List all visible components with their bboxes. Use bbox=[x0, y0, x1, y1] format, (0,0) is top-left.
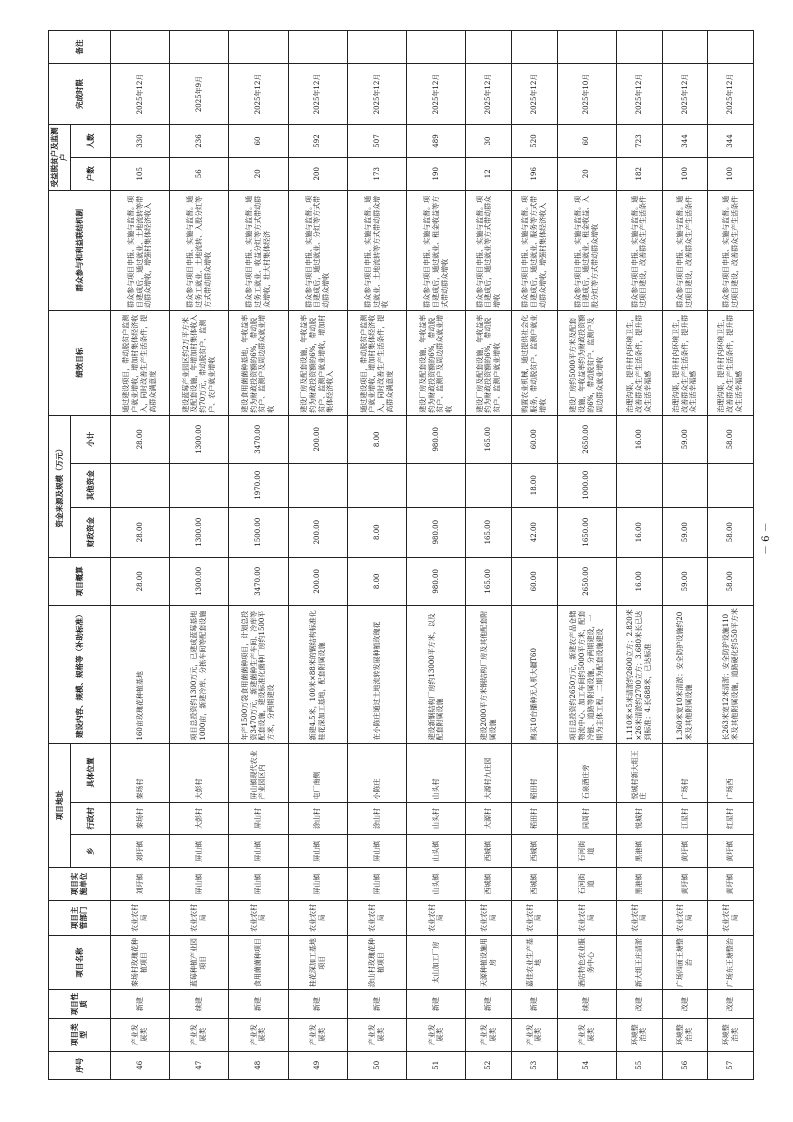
row-nature: 新建 bbox=[347, 990, 406, 1018]
header-town: 乡 bbox=[70, 835, 110, 868]
row-total: 165.00 bbox=[466, 557, 512, 605]
row-content: 1.110米×5米清淤约2600立方；2.820米×26米清淤约2700立方；3.680米长已达到标准；4.长688米，已达标准 bbox=[616, 605, 662, 743]
row-people: 60 bbox=[557, 125, 616, 158]
row-dept: 农业农村局 bbox=[347, 900, 406, 935]
header-funding: 资金来源及规模（万元） bbox=[49, 415, 71, 557]
row-unit: 西城镇 bbox=[466, 868, 512, 901]
row-seq: 51 bbox=[407, 1051, 466, 1079]
row-content: 项目总投资约1300万元，已建成蓝莓基地1000亩，新建冷库、分拣车间等配套设施 bbox=[170, 605, 229, 743]
row-fiscal: 16.00 bbox=[616, 507, 662, 557]
row-type: 环境整治类 bbox=[616, 1018, 662, 1051]
row-unit: 屏山镇 bbox=[288, 868, 347, 901]
row-name: 广场四面王塘整治 bbox=[662, 935, 708, 990]
row-total: 3470.00 bbox=[229, 557, 288, 605]
row-fiscal: 1300.00 bbox=[170, 507, 229, 557]
row-town: 黄圩镇 bbox=[662, 835, 708, 868]
row-town: 屏山镇 bbox=[229, 835, 288, 868]
row-goal: 建设蓝莓产业园区约2万平方米及配套设施，年增加村集体收入约70万元，带动脱贫户、监测户、农户就业增收 bbox=[170, 310, 229, 415]
row-seq: 56 bbox=[662, 1051, 708, 1079]
row-note bbox=[347, 31, 406, 64]
row-mechanism: 群众参与项目申报、实施与监督。通过务工就业、收益分红等方式带动群众增收，壮大村集体经济 bbox=[229, 190, 288, 310]
row-nature: 改建 bbox=[662, 990, 708, 1018]
row-goal: 通过建设项目，带动脱贫户监测户就业增收，增加村集体经济收入，同时改善生产生活条件，提高群众满意度 bbox=[347, 310, 406, 415]
row-people: 30 bbox=[466, 125, 512, 158]
row-village: 秦场村 bbox=[110, 802, 169, 835]
row-households: 100 bbox=[708, 157, 754, 190]
row-people: 520 bbox=[512, 125, 558, 158]
row-total: 8.00 bbox=[347, 557, 406, 605]
row-content: 购买10台播种无人机大疆T60 bbox=[512, 605, 558, 743]
row-fiscal: 59.00 bbox=[662, 507, 708, 557]
row-place: 屯厂南侧 bbox=[288, 743, 347, 802]
header-beneficiary: 受益脱贫户及监测户 bbox=[49, 125, 71, 191]
row-fiscal: 28.00 bbox=[110, 507, 169, 557]
row-nature: 新建 bbox=[229, 990, 288, 1018]
row-subtotal: 2650.00 bbox=[557, 415, 616, 463]
row-town: 石河街道 bbox=[557, 835, 616, 868]
row-other bbox=[662, 463, 708, 507]
project-table bbox=[48, 30, 754, 1080]
table-row bbox=[708, 31, 754, 1080]
row-dept: 农业农村局 bbox=[229, 900, 288, 935]
row-goal: 购置农业机械，通过提供社会化服务，带动脱贫户、监测户就业增收 bbox=[512, 310, 558, 415]
table-row bbox=[407, 31, 466, 1080]
row-deadline: 2025年12月 bbox=[662, 63, 708, 124]
row-content: 年产1500万袋食用菌菌种项目，计划总投资3470万元，新建菌种生产车间、冷库等配套设施，建设标准化菌种厂房约1500平方米，分两期建设 bbox=[229, 605, 288, 743]
row-town: 屏山镇 bbox=[347, 835, 406, 868]
row-people: 507 bbox=[347, 125, 406, 158]
row-mechanism: 群众参与项目申报、实施与监督。项目建成后，通过就业等方式带动群众增收 bbox=[466, 190, 512, 310]
row-unit: 刘圩镇 bbox=[110, 868, 169, 901]
row-total: 60.00 bbox=[512, 557, 558, 605]
header-village: 行政村 bbox=[70, 802, 110, 835]
table-row bbox=[110, 31, 169, 1080]
row-dept: 农业农村局 bbox=[170, 900, 229, 935]
table-row bbox=[288, 31, 347, 1080]
row-total: 28.00 bbox=[110, 557, 169, 605]
row-deadline: 2025年12月 bbox=[110, 63, 169, 124]
row-unit: 黑港镇 bbox=[616, 868, 662, 901]
row-content: 长263米宽12米清淤；安全防护设施110米及其他附属设施，道路硬化约550平方米 bbox=[708, 605, 754, 743]
row-deadline: 2025年9月 bbox=[170, 63, 229, 124]
row-unit: 屏山镇 bbox=[229, 868, 288, 901]
header-dept: 项目主管部门 bbox=[49, 900, 111, 935]
row-seq: 52 bbox=[466, 1051, 512, 1079]
row-name: 太山加工厂房 bbox=[407, 935, 466, 990]
row-households: 20 bbox=[229, 157, 288, 190]
table-row bbox=[662, 31, 708, 1080]
row-deadline: 2025年12月 bbox=[466, 63, 512, 124]
row-mechanism: 群众参与项目申报、实施与监督。项目建成后，通过就业、服务等方式带动群众增收，增强村集体经济收入 bbox=[512, 190, 558, 310]
header-location: 项目地址 bbox=[49, 743, 71, 868]
row-deadline: 2025年12月 bbox=[708, 63, 754, 124]
row-type: 产业发展类 bbox=[347, 1018, 406, 1051]
row-other bbox=[407, 463, 466, 507]
row-mechanism: 群众参与项目申报、实施与监督。通过项目建设，改善群众生产生活条件 bbox=[616, 190, 662, 310]
row-deadline: 2025年12月 bbox=[512, 63, 558, 124]
row-other bbox=[288, 463, 347, 507]
row-village: 屏山村 bbox=[229, 802, 288, 835]
row-dept: 农业农村局 bbox=[708, 900, 754, 935]
row-goal: 治理沟渠，提升村内环境卫生，改善群众生产生活条件，提升群众生活幸福感 bbox=[662, 310, 708, 415]
header-seq: 序号 bbox=[49, 1051, 111, 1079]
row-mechanism: 群众参与项目申报、实施与监督。通过就业、土地流转等方式带动群众增收 bbox=[347, 190, 406, 310]
row-note bbox=[229, 31, 288, 64]
row-type: 产业发展类 bbox=[170, 1018, 229, 1051]
row-village: 江星村 bbox=[662, 802, 708, 835]
row-subtotal: 60.00 bbox=[512, 415, 558, 463]
row-households: 20 bbox=[557, 157, 616, 190]
row-people: 60 bbox=[229, 125, 288, 158]
row-nature: 改建 bbox=[708, 990, 754, 1018]
row-goal: 建设厂房及配套设施，年收益率约为财政投资额的6%，带动脱贫户、监测户及周边群众就业增收 bbox=[407, 310, 466, 415]
row-note bbox=[708, 31, 754, 64]
row-note bbox=[170, 31, 229, 64]
row-subtotal: 59.00 bbox=[662, 415, 708, 463]
row-deadline: 2025年12月 bbox=[229, 63, 288, 124]
row-total: 1300.00 bbox=[170, 557, 229, 605]
row-town: 刘圩镇 bbox=[110, 835, 169, 868]
row-name: 广场东王塘整治 bbox=[708, 935, 754, 990]
row-place: 悦城村新大组王庄 bbox=[616, 743, 662, 802]
row-other bbox=[110, 463, 169, 507]
row-fiscal: 1500.00 bbox=[229, 507, 288, 557]
row-fiscal: 165.00 bbox=[466, 507, 512, 557]
row-total: 980.00 bbox=[407, 557, 466, 605]
row-town: 山头镇 bbox=[407, 835, 466, 868]
table-row bbox=[229, 31, 288, 1080]
row-content: 项目总投资约2650万元，新建农产品仓储物流中心、加工车间约5000平方米，配套冷链、道路等附属设施，分两期建设，一期为主体工程，二期为配套设施建设 bbox=[557, 605, 616, 743]
row-type: 产业发展类 bbox=[407, 1018, 466, 1051]
table-row bbox=[512, 31, 558, 1080]
row-type: 产业发展类 bbox=[229, 1018, 288, 1051]
row-village: 大源村 bbox=[466, 802, 512, 835]
row-name: 天源种植设施用房 bbox=[466, 935, 512, 990]
row-content: 建设新钢结构厂房约13000平方米，以及配套附属设施 bbox=[407, 605, 466, 743]
row-nature: 新建 bbox=[512, 990, 558, 1018]
header-content: 建设内容、规模、规格等（补助标准） bbox=[49, 605, 111, 743]
row-people: 330 bbox=[110, 125, 169, 158]
header-note: 备注 bbox=[49, 31, 111, 64]
header-fiscal: 财政资金 bbox=[70, 507, 110, 557]
row-people: 489 bbox=[407, 125, 466, 158]
row-subtotal: 28.00 bbox=[110, 415, 169, 463]
row-dept: 农业农村局 bbox=[557, 900, 616, 935]
row-goal: 治理沟渠，提升村内环境卫生，改善群众生产生活条件，提升群众生活幸福感 bbox=[708, 310, 754, 415]
row-other: 1000.00 bbox=[557, 463, 616, 507]
row-seq: 47 bbox=[170, 1051, 229, 1079]
row-subtotal: 8.00 bbox=[347, 415, 406, 463]
row-people: 592 bbox=[288, 125, 347, 158]
row-people: 344 bbox=[708, 125, 754, 158]
table-row bbox=[347, 31, 406, 1080]
header-subtotal: 小计 bbox=[70, 415, 110, 463]
row-place: 秦场村 bbox=[110, 743, 169, 802]
row-seq: 48 bbox=[229, 1051, 288, 1079]
row-unit: 西城镇 bbox=[512, 868, 558, 901]
row-households: 182 bbox=[616, 157, 662, 190]
row-total: 58.00 bbox=[708, 557, 754, 605]
row-fiscal: 980.00 bbox=[407, 507, 466, 557]
row-fiscal: 200.00 bbox=[288, 507, 347, 557]
row-type: 环境整治类 bbox=[662, 1018, 708, 1051]
row-dept: 农业农村局 bbox=[512, 900, 558, 935]
row-other bbox=[466, 463, 512, 507]
row-village: 涂山村 bbox=[288, 802, 347, 835]
row-town: 西城镇 bbox=[512, 835, 558, 868]
row-fiscal: 42.00 bbox=[512, 507, 558, 557]
row-town: 屏山镇 bbox=[170, 835, 229, 868]
header-deadline: 完成时限 bbox=[49, 63, 111, 124]
row-subtotal: 165.00 bbox=[466, 415, 512, 463]
row-people: 723 bbox=[616, 125, 662, 158]
row-households: 196 bbox=[512, 157, 558, 190]
row-subtotal: 58.00 bbox=[708, 415, 754, 463]
row-subtotal: 3470.00 bbox=[229, 415, 288, 463]
row-village: 红星村 bbox=[708, 802, 754, 835]
row-households: 190 bbox=[407, 157, 466, 190]
row-mechanism: 群众参与项目申报、实施与监督。通过务工就业、土地流转、入股分红等方式带动群众增收 bbox=[170, 190, 229, 310]
row-dept: 农业农村局 bbox=[407, 900, 466, 935]
row-unit: 山头镇 bbox=[407, 868, 466, 901]
row-households: 173 bbox=[347, 157, 406, 190]
row-content: 160亩玫瑰花种植基地 bbox=[110, 605, 169, 743]
row-mechanism: 群众参与项目申报、实施与监督。项目建成后，通过就业、租金收益等方式带动群众增收 bbox=[407, 190, 466, 310]
row-people: 236 bbox=[170, 125, 229, 158]
row-mechanism: 群众参与项目申报、实施与监督。项目建成后，通过就业、土地流转等带动群众增收，增强村集体经济收入 bbox=[110, 190, 169, 310]
row-other: 18.00 bbox=[512, 463, 558, 507]
row-note bbox=[407, 31, 466, 64]
row-type: 产业发展类 bbox=[288, 1018, 347, 1051]
row-note bbox=[616, 31, 662, 64]
row-goal: 治理沟渠，提升村内环境卫生，改善群众生产生活条件，提升群众生活幸福感 bbox=[616, 310, 662, 415]
row-nature: 新建 bbox=[466, 990, 512, 1018]
row-name: 桂花深加工基地项目 bbox=[288, 935, 347, 990]
row-nature: 新建 bbox=[407, 990, 466, 1018]
row-goal: 建设厂房及配套设施，年收益率约为财政投资额的6%，带动脱贫户、监测户就业增收 bbox=[466, 310, 512, 415]
row-fiscal: 8.00 bbox=[347, 507, 406, 557]
row-place: 屏山镇现代农业产业园区内 bbox=[229, 743, 288, 802]
row-dept: 农业农村局 bbox=[110, 900, 169, 935]
table-row bbox=[557, 31, 616, 1080]
row-town: 屏山镇 bbox=[288, 835, 347, 868]
row-seq: 53 bbox=[512, 1051, 558, 1079]
row-fiscal: 1650.00 bbox=[557, 507, 616, 557]
row-fiscal: 58.00 bbox=[708, 507, 754, 557]
row-other bbox=[708, 463, 754, 507]
row-households: 200 bbox=[288, 157, 347, 190]
row-note bbox=[466, 31, 512, 64]
row-seq: 54 bbox=[557, 1051, 616, 1079]
row-mechanism: 群众参与项目申报、实施与监督。项目建成后，通过就业、分红等方式带动群众增收 bbox=[288, 190, 347, 310]
row-name: 涂山村玫瑰花种植项目 bbox=[347, 935, 406, 990]
row-total: 200.00 bbox=[288, 557, 347, 605]
row-place: 山头村 bbox=[407, 743, 466, 802]
row-seq: 46 bbox=[110, 1051, 169, 1079]
row-village: 悦城村 bbox=[616, 802, 662, 835]
row-name: 食用菌菌种项目 bbox=[229, 935, 288, 990]
row-town: 黄圩镇 bbox=[708, 835, 754, 868]
row-place: 石泉酒庄旁 bbox=[557, 743, 616, 802]
table-row bbox=[170, 31, 229, 1080]
row-deadline: 2025年12月 bbox=[407, 63, 466, 124]
row-goal: 建设食用菌菌种基地，年收益率约为财政投资额的6%，带动脱贫户、监测户及周边群众就业增收 bbox=[229, 310, 288, 415]
row-households: 105 bbox=[110, 157, 169, 190]
header-place: 具体位置 bbox=[70, 743, 110, 802]
row-content: 建设2000平方米钢结构厂房及其他配套附属设施 bbox=[466, 605, 512, 743]
row-deadline: 2025年10月 bbox=[557, 63, 616, 124]
row-unit: 石河街道 bbox=[557, 868, 616, 901]
row-seq: 57 bbox=[708, 1051, 754, 1079]
header-nature: 项目性质 bbox=[49, 990, 111, 1018]
row-town: 黑港镇 bbox=[616, 835, 662, 868]
row-deadline: 2025年12月 bbox=[347, 63, 406, 124]
row-type: 产业发展类 bbox=[512, 1018, 558, 1051]
row-seq: 55 bbox=[616, 1051, 662, 1079]
row-other bbox=[616, 463, 662, 507]
row-deadline: 2025年12月 bbox=[616, 63, 662, 124]
header-people: 人数 bbox=[70, 125, 110, 158]
row-unit: 屏山镇 bbox=[170, 868, 229, 901]
row-dept: 农业农村局 bbox=[466, 900, 512, 935]
row-place: 稻田村 bbox=[512, 743, 558, 802]
row-other: 1970.00 bbox=[229, 463, 288, 507]
header-goal: 绩效目标 bbox=[49, 310, 111, 415]
table-body bbox=[110, 31, 753, 1080]
row-nature: 续建 bbox=[557, 990, 616, 1018]
row-note bbox=[557, 31, 616, 64]
row-subtotal: 200.00 bbox=[288, 415, 347, 463]
row-goal: 建设厂房及配套设施，年收益率约为财政投资额的6%，带动脱贫户、监测户就业增收，增加村集体经济收入 bbox=[288, 310, 347, 415]
row-goal: 建设厂房约5000平方米及配套设施，年收益率约为财政投资额的6%，带动脱贫户、监测户及周边群众就业增收 bbox=[557, 310, 616, 415]
row-village: 山头村 bbox=[407, 802, 466, 835]
row-nature: 新建 bbox=[288, 990, 347, 1018]
row-village: 稻田村 bbox=[512, 802, 558, 835]
row-place: 小陈庄 bbox=[347, 743, 406, 802]
row-other bbox=[347, 463, 406, 507]
row-note bbox=[662, 31, 708, 64]
row-village: 涂山村 bbox=[347, 802, 406, 835]
row-note bbox=[512, 31, 558, 64]
row-unit: 黄圩镇 bbox=[708, 868, 754, 901]
row-households: 100 bbox=[662, 157, 708, 190]
row-unit: 屏山镇 bbox=[347, 868, 406, 901]
row-households: 12 bbox=[466, 157, 512, 190]
row-seq: 50 bbox=[347, 1051, 406, 1079]
row-goal: 通过建设项目，带动脱贫户监测户就业增收，增加村集体经济收入，同时改善生产生活条件，提高群众满意度 bbox=[110, 310, 169, 415]
row-village: 同周村 bbox=[557, 802, 616, 835]
row-content: 1.360米宽10米清淤；安全防护设施约20米及其他附属设施 bbox=[662, 605, 708, 743]
header-unit: 项目实施单位 bbox=[49, 868, 111, 901]
row-other bbox=[170, 463, 229, 507]
row-subtotal: 1300.00 bbox=[170, 415, 229, 463]
header-name: 项目名称 bbox=[49, 935, 111, 990]
row-type: 产业发展类 bbox=[466, 1018, 512, 1051]
row-total: 59.00 bbox=[662, 557, 708, 605]
row-name: 新大组王庄清淤 bbox=[616, 935, 662, 990]
header-total: 项目概算 bbox=[49, 557, 111, 605]
row-dept: 农业农村局 bbox=[662, 900, 708, 935]
row-type: 产业发展类 bbox=[557, 1018, 616, 1051]
row-subtotal: 980.00 bbox=[407, 415, 466, 463]
row-place: 大彭村 bbox=[170, 743, 229, 802]
row-type: 产业发展类 bbox=[110, 1018, 169, 1051]
row-type: 环境整治类 bbox=[708, 1018, 754, 1051]
table-row bbox=[616, 31, 662, 1080]
row-nature: 改建 bbox=[616, 990, 662, 1018]
row-dept: 农业农村局 bbox=[288, 900, 347, 935]
row-total: 16.00 bbox=[616, 557, 662, 605]
row-place: 大源村九庄园 bbox=[466, 743, 512, 802]
row-total: 2650.00 bbox=[557, 557, 616, 605]
row-name: 嘉佳农业生产基地 bbox=[512, 935, 558, 990]
row-unit: 黄圩镇 bbox=[662, 868, 708, 901]
row-nature: 新建 bbox=[110, 990, 169, 1018]
row-mechanism: 群众参与项目申报、实施与监督。项目建成后，通过就业、租金收益、入股分红等方式带动群众增收 bbox=[557, 190, 616, 310]
row-mechanism: 群众参与项目申报、实施与监督。通过项目建设，改善群众生产生活条件 bbox=[708, 190, 754, 310]
row-nature: 续建 bbox=[170, 990, 229, 1018]
table-row bbox=[466, 31, 512, 1080]
row-households: 56 bbox=[170, 157, 229, 190]
header-households: 户数 bbox=[70, 157, 110, 190]
project-table-sheet bbox=[48, 30, 754, 1080]
row-people: 344 bbox=[662, 125, 708, 158]
row-place: 广场西 bbox=[708, 743, 754, 802]
header-type: 项目类型 bbox=[49, 1018, 111, 1051]
row-content: 在小陈庄通过土地流转发展种植玫瑰花 bbox=[347, 605, 406, 743]
row-seq: 49 bbox=[288, 1051, 347, 1079]
row-deadline: 2025年12月 bbox=[288, 63, 347, 124]
row-name: 秦场村玫瑰花种植项目 bbox=[110, 935, 169, 990]
row-place: 广场村 bbox=[662, 743, 708, 802]
row-subtotal: 16.00 bbox=[616, 415, 662, 463]
row-note bbox=[288, 31, 347, 64]
page-number: － 6 － bbox=[761, 522, 772, 555]
header-mechanism: 群众参与和利益联结机制 bbox=[49, 190, 111, 310]
row-name: 蓝莓种植产业园项目 bbox=[170, 935, 229, 990]
row-town: 西城镇 bbox=[466, 835, 512, 868]
row-name: 酒店特色农业服务中心 bbox=[557, 935, 616, 990]
row-mechanism: 群众参与项目申报、实施与监督。通过项目建设，改善群众生产生活条件 bbox=[662, 190, 708, 310]
header-other: 其他资金 bbox=[70, 463, 110, 507]
row-content: 新建4.5米，100米×88米的钢结构标准化桂花深加工基地，配套附属设施 bbox=[288, 605, 347, 743]
row-dept: 农业农村局 bbox=[616, 900, 662, 935]
row-village: 大彭村 bbox=[170, 802, 229, 835]
row-note bbox=[110, 31, 169, 64]
